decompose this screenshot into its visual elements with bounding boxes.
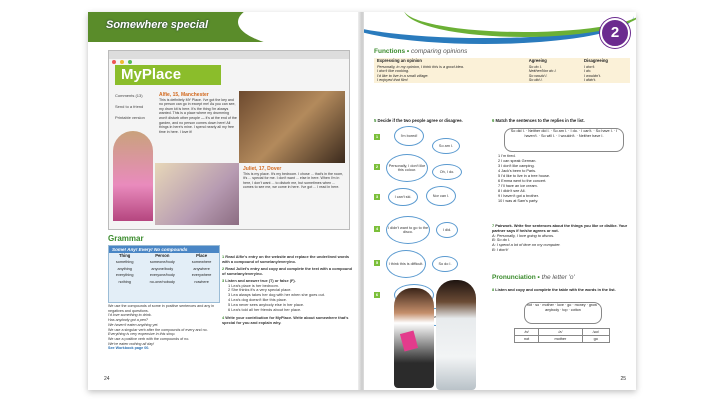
maximize-dot-icon <box>128 60 132 64</box>
send-to-friend-link[interactable]: Send to a friend <box>115 104 144 109</box>
item-number: 5 <box>375 260 379 265</box>
speech-bubble: Personally, I don't like this colour. <box>386 154 428 182</box>
list-item: 3 I don't like camping. <box>498 164 535 168</box>
browser-bar <box>109 51 349 59</box>
exercise-6: 6 Match the sentences to the replies in the list. <box>492 118 585 123</box>
speech-bubble: I did. <box>436 222 458 238</box>
exercise-5: 5 Decide if the two people agree or disagree. <box>374 118 463 123</box>
statement: 4 Lea's dog doesn't like this place. <box>228 297 288 303</box>
speech-bubble: I'm bored! <box>394 126 424 146</box>
cell: not <box>515 336 539 343</box>
post-author: Alfie, 15, Manchester <box>159 92 209 98</box>
replies-box: So did I. · Neither did I. · So am I. · I do. · I can't. · So have I. · I haven't. · So will I. · I wouldn't. · Neither have I. <box>504 128 624 152</box>
cell: no-one/nobody <box>149 279 175 284</box>
comments-link[interactable]: Comments (13) <box>115 93 143 98</box>
speech-bubble: So am I. <box>432 138 460 154</box>
column-header: Disagreeing <box>584 58 608 63</box>
cell: I don't like cooking. <box>377 69 410 74</box>
dialogue-line: B: So do I. <box>492 237 511 243</box>
cell: go <box>582 336 609 343</box>
cell: anyone/body <box>151 266 174 271</box>
unit-number-badge: 2 <box>600 18 630 48</box>
close-dot-icon <box>112 60 116 64</box>
exercise-2: 2 Read Juliet's entry and copy and complete the text with a compound of some/any/every/no. <box>222 265 353 276</box>
speech-bubble: Nor can I. <box>426 186 456 206</box>
post-author: Juliet, 17, Dover <box>243 166 282 172</box>
page-number-right: 25 <box>620 376 626 382</box>
grammar-example: We've eaten nothing all day! <box>108 341 155 346</box>
bedroom-photo <box>155 163 239 225</box>
cell: Neither/Nor do I. <box>528 69 557 74</box>
list-item: 5 I'd like to live in a tree house. <box>498 174 551 178</box>
cell: mother <box>539 336 582 343</box>
grammar-rule: We use a singular verb after the compounds of every and no. <box>108 327 208 332</box>
minimize-dot-icon <box>120 60 124 64</box>
right-header-band <box>364 12 636 46</box>
cell: I enjoyed that film! <box>377 78 408 83</box>
girl-photo <box>113 131 153 221</box>
speech-bubble: I didn't want to go to the disco. <box>386 216 430 244</box>
myplace-website <box>108 50 350 230</box>
grammar-notes <box>108 304 218 351</box>
exercise-3: 3 Listen and answer true (T) or false (F). <box>222 277 296 283</box>
column-header: /ɒ/ <box>515 329 539 336</box>
workbook-link[interactable]: See Workbook page 00. <box>108 346 150 351</box>
cell: something <box>115 260 134 265</box>
grammar-rule: We use a positive verb with the compounds of no. <box>108 336 190 341</box>
grammar-example: We haven't eaten anything yet. <box>108 322 159 327</box>
column-header: Place <box>196 253 208 258</box>
pronunciation-heading: Pronunciation • the letter 'o' <box>492 274 575 281</box>
grammar-example: I'd love something to drink. <box>108 313 152 318</box>
cell: So did I. <box>528 78 543 83</box>
item-number: 6 <box>375 292 379 297</box>
dialogue-line: A: Personally, I love going to discos. <box>492 232 555 238</box>
speech-bubble: I think this is difficult. <box>386 250 426 278</box>
list-item: 6 Emma went to the concert. <box>498 179 547 183</box>
printable-version-link[interactable]: Printable version <box>115 115 145 120</box>
item-number: 3 <box>375 194 379 199</box>
cell: nowhere <box>194 279 209 284</box>
pronunciation-table <box>514 328 610 343</box>
dialogue-line: A: I spend a lot of time on my computer. <box>492 242 561 248</box>
boy-figure <box>436 280 476 390</box>
statement: 3 Lea always takes her dog with her when she goes out. <box>228 292 325 298</box>
grammar-box <box>108 245 220 303</box>
cell: anything <box>117 266 132 271</box>
speech-bubble: I can't ski. <box>388 188 418 206</box>
column-header: /əʊ/ <box>582 329 609 336</box>
list-item: 7 I'll have an ice cream. <box>498 184 538 188</box>
cell: nothing <box>118 279 131 284</box>
exercise-8: 8 Listen and copy and complete the table with the words in the list. <box>492 287 616 292</box>
exercise-7: 7 Pairwork. Write five sentences about the things you like or dislike. Your partner says if he/she agrees or not. A: Personally, I love going to discos. B: So do I. A: I spend a lot of time on my computer. B: I don't! <box>492 224 632 253</box>
list-item: 1 I'm tired. <box>498 154 516 158</box>
drummer-photo <box>239 91 345 163</box>
post-text: This is definitely MY Place. I've got the key and no person can go in except me! As you can see, my drum kit is here. It's the thing I'm always wanted. This is a place where my drumming won't disturb other people — it's at the end of the garden, and no person comes down here! All things in here's mine. I spend nearly all my free time in here. I love it! <box>159 97 237 134</box>
post-juliet <box>243 167 345 190</box>
list-item: 9 I haven't got a brother. <box>498 194 539 198</box>
statement: 1 Lea's place is her bedroom. <box>228 282 279 288</box>
column-header: /ʌ/ <box>539 329 582 336</box>
functions-table <box>374 58 630 83</box>
list-item: 4 Jack's been to Paris. <box>498 169 537 173</box>
post-alfie <box>159 93 237 134</box>
list-item: 2 I can speak German. <box>498 159 537 163</box>
cell: So would I. <box>528 73 548 78</box>
page-number-left: 24 <box>104 376 110 382</box>
sentence-list <box>498 154 630 204</box>
myplace-logo: MyPlace <box>115 65 221 85</box>
table-row <box>374 78 630 83</box>
statement: 5 Lea never sees anybody else in her place. <box>228 302 305 308</box>
cell: anywhere <box>193 266 210 271</box>
exercises-left <box>222 255 352 326</box>
exercise-1: 1 Read Alfie's entry on the website and replace the underlined words with a compound of some/any/every/no. <box>222 254 350 264</box>
cell: I wouldn't. <box>584 73 601 78</box>
cell: Personally, in my opinion, I think this is a good idea. <box>377 64 464 69</box>
speech-bubble: Oh, I do. <box>432 164 462 180</box>
cell: everything <box>115 273 134 278</box>
grammar-rule: We use the compounds of some in positive sentences and any in negatives and questions. <box>108 304 215 313</box>
grammar-example: Everything is very expensive in this shop. <box>108 332 176 337</box>
cell: I do. <box>584 69 592 74</box>
table-row <box>515 336 610 343</box>
functions-heading: Functions • comparing opinions <box>374 48 468 55</box>
grammar-box-title: Some! Any! Every! No compounds <box>109 246 219 253</box>
column-header: Expressing an opinion <box>377 58 422 63</box>
column-header: Agreeing <box>528 58 547 63</box>
list-item: 10 I was at Sam's party. <box>498 199 539 203</box>
column-header: Thing <box>118 253 131 258</box>
statement: 2 She thinks it's a very special place. <box>228 287 292 293</box>
item-number: 4 <box>375 226 379 231</box>
cell: someone/body <box>149 260 175 265</box>
cell: I'd like to live in a small village. <box>377 73 429 78</box>
grammar-heading: Grammar <box>108 234 144 243</box>
section-title: Somewhere special <box>106 19 209 31</box>
list-item: 8 I didn't see Ali. <box>498 189 526 193</box>
website-nav <box>115 93 155 126</box>
right-page <box>364 12 636 390</box>
item-number: 2 <box>375 164 379 169</box>
item-number: 1 <box>375 134 379 139</box>
compounds-table <box>109 253 219 285</box>
word-list-box: not · so · mother · love · go · money · grow · anybody · top · cotton <box>524 302 602 324</box>
table-row <box>109 279 219 285</box>
dialogue-line: B: I don't! <box>492 246 509 252</box>
statement: 6 Lea's told all her friends about her place. <box>228 307 302 313</box>
cell: everyone/body <box>149 273 175 278</box>
cell: everywhere <box>191 273 212 278</box>
grammar-example: Has anybody got a pen? <box>108 318 148 323</box>
post-text: This is my place. It's my bedroom. I chose ... that's in the room, it's ... special for me. I don't want ... else in here. When I'm in here, I don't want ... to disturb me, but sometimes when ... comes to see me, we come in here. I've got ... I read in here. <box>243 171 344 190</box>
exercise-4: 4 Write your contribution for MyPlace. Write about somewhere that's special for you and explain why. <box>222 314 349 325</box>
cell: somewhere <box>191 260 212 265</box>
column-header: Person <box>155 253 170 258</box>
cell: I don't. <box>584 64 596 69</box>
cell: So do I. <box>528 64 542 69</box>
speech-bubble: So do I. <box>432 256 458 272</box>
textbook-spread <box>88 12 636 390</box>
cell: I didn't. <box>584 78 597 83</box>
left-page <box>88 12 360 390</box>
